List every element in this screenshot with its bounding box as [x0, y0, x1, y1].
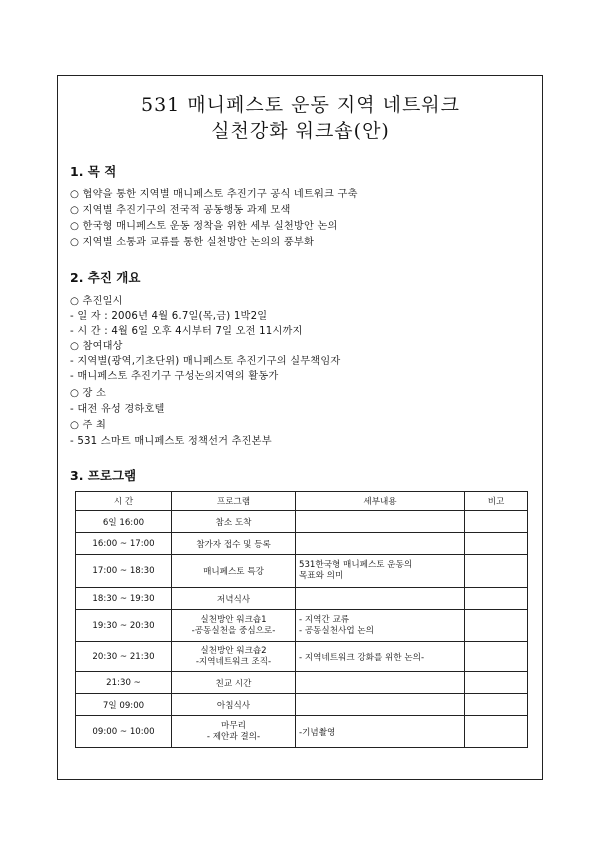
detail-line: 531한국형 매니페스토 운동의	[299, 560, 413, 570]
row-time: 7일 09:00	[76, 694, 172, 716]
row-time: 16:00 ~ 17:00	[76, 533, 172, 555]
header-time: 시 간	[76, 492, 172, 511]
overview-line: - 일 자 : 2006년 4월 6.7일(목,금) 1박2일	[70, 311, 268, 322]
row-program	[172, 610, 296, 642]
section1-heading: 1. 목 적	[70, 164, 117, 179]
row-program: 아침식사	[172, 694, 296, 716]
purpose-item: ○ 지역별 추진기구의 전국적 공동행동 과제 모색	[70, 205, 291, 216]
row-detail	[296, 533, 465, 555]
table-row	[76, 694, 528, 716]
table-row	[76, 511, 528, 533]
overview-line: - 시 간 : 4월 6일 오후 4시부터 7일 오전 11시까지	[70, 326, 303, 337]
row-note	[465, 716, 528, 748]
row-time: 19:30 ~ 20:30	[76, 610, 172, 642]
row-detail	[296, 672, 465, 694]
document-title-line2: 실천강화 워크숍(안)	[211, 120, 390, 142]
row-time: 20:30 ~ 21:30	[76, 642, 172, 672]
table-row	[76, 642, 528, 672]
section3-heading: 3. 프로그램	[70, 468, 137, 483]
row-note	[465, 672, 528, 694]
row-note	[465, 555, 528, 588]
overview-line: - 매니페스토 추진기구 구성논의지역의 활동가	[70, 371, 279, 382]
header-detail: 세부내용	[296, 492, 465, 511]
row-program: 참가자 접수 및 등록	[172, 533, 296, 555]
row-time: 17:00 ~ 18:30	[76, 555, 172, 588]
row-note	[465, 642, 528, 672]
overview-line: ○ 주 최	[70, 420, 107, 431]
program-line: 실천방안 워크숍1	[200, 614, 267, 625]
row-note	[465, 694, 528, 716]
row-program: 참소 도착	[172, 511, 296, 533]
program-line: -공동실천을 중심으로-	[191, 625, 276, 636]
table-row	[76, 672, 528, 694]
detail-line: - 지역간 교류	[299, 614, 350, 625]
purpose-item: ○ 지역별 소통과 교류를 통한 실천방안 논의의 풍부화	[70, 237, 315, 248]
row-program: 매니페스토 특강	[172, 555, 296, 588]
overview-line: ○ 참여대상	[70, 341, 123, 352]
row-time: 09:00 ~ 10:00	[76, 716, 172, 748]
row-note	[465, 588, 528, 610]
row-detail	[296, 511, 465, 533]
table-row	[76, 716, 528, 748]
header-note: 비고	[465, 492, 528, 511]
row-detail	[296, 555, 465, 588]
purpose-item: ○ 협약을 통한 지역별 매니페스토 추진기구 공식 네트워크 구축	[70, 189, 358, 200]
overview-line: ○ 추진일시	[70, 296, 123, 307]
row-detail: - 지역네트워크 강화를 위한 논의-	[296, 642, 465, 672]
detail-line: - 공동실천사업 논의	[299, 625, 374, 636]
row-time: 21:30 ~	[76, 672, 172, 694]
section2-heading: 2. 추진 개요	[70, 270, 141, 285]
overview-line: - 531 스마트 매니페스토 정책선거 추진본부	[70, 436, 272, 447]
row-note	[465, 610, 528, 642]
row-detail	[296, 588, 465, 610]
table-row	[76, 610, 528, 642]
program-line: 실천방안 워크숍2	[200, 645, 267, 656]
row-detail	[296, 610, 465, 642]
row-note	[465, 511, 528, 533]
table-row	[76, 533, 528, 555]
row-program	[172, 716, 296, 748]
row-program: 친교 시간	[172, 672, 296, 694]
overview-line: - 지역별(광역,기초단위) 매니페스토 추진기구의 실무책임자	[70, 356, 341, 367]
row-detail: -기념촬영	[296, 716, 465, 748]
row-program: 저녁식사	[172, 588, 296, 610]
row-detail	[296, 694, 465, 716]
row-time: 18:30 ~ 19:30	[76, 588, 172, 610]
purpose-item: ○ 한국형 매니페스토 운동 정착을 위한 세부 실천방안 논의	[70, 221, 338, 232]
overview-line: ○ 장 소	[70, 388, 107, 399]
header-program: 프로그램	[172, 492, 296, 511]
row-time: 6일 16:00	[76, 511, 172, 533]
table-row	[76, 588, 528, 610]
overview-line: - 대전 유성 경하호텔	[70, 404, 165, 415]
program-table	[75, 491, 528, 748]
document-title-line1: 531 매니페스토 운동 지역 네트워크	[140, 94, 461, 116]
program-line: - 제안과 결의-	[206, 731, 261, 742]
row-program	[172, 642, 296, 672]
program-line: -지역네트워크 조직-	[195, 656, 272, 667]
program-line: 마무리	[221, 720, 246, 731]
row-note	[465, 533, 528, 555]
table-row	[76, 555, 528, 588]
detail-line: 목표와 의미	[299, 571, 344, 581]
table-header-row	[76, 492, 528, 511]
